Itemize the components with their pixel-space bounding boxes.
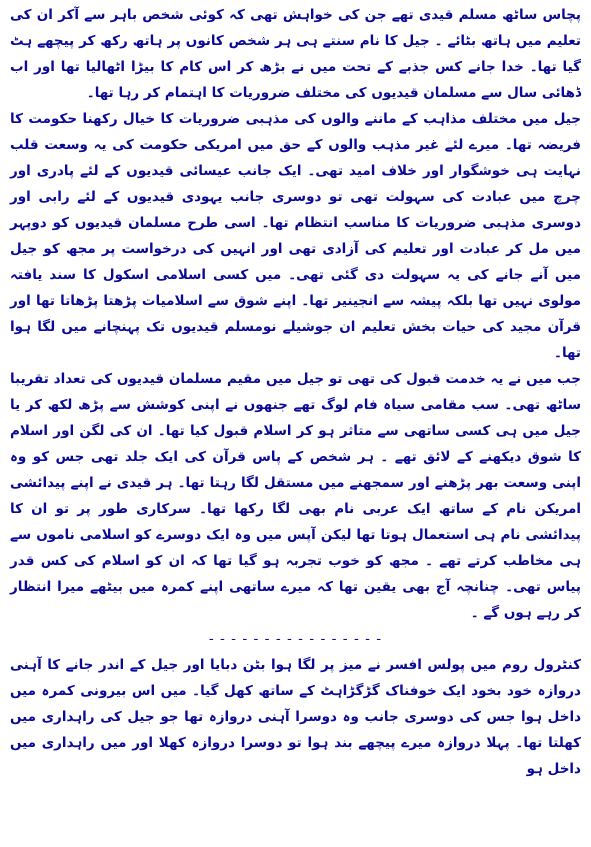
paragraph-religious-needs: جیل میں مختلف مذاہب کے ماننے والوں کی مذہبی ضروریات کا خیال رکھنا حکومت کا فریضہ تھا۔ میرے لئے غیر مذہب والوں کے حق میں امریکی حکومت کی یہ وسعت قلب نہایت ہی خوشگوار اور خلاف امید تھی۔ ایک جانب عیسائی قیدیوں کے لئے پادری اور چرچ میں عبادت کی سہولت تھی تو دوسری جانب یہودی قیدیوں کے لئے رابی اور دوسری مذہبی ضروریات کا مناسب انتظام تھا۔ اسی طرح مسلمان قیدیوں کو دوپہر میں مل کر عبادت اور تعلیم کی آزادی تھی اور انہیں کی درخواست پر مجھ کو جیل میں آنے جانے کی یہ سہولت دی گئی تھی۔ میں کسی اسلامی اسکول کا سند یافتہ مولوی نہیں تھا بلکہ پیشہ سے انجینیر تھا۔ اپنے شوق سے اسلامیات پڑھتا پڑھاتا تھا اور قرآن مجید کی حیات بخش تعلیم ان جوشیلے نومسلم قیدیوں تک پہنچانے میں لگا ہوا تھا۔ [10, 111, 581, 361]
paragraph-intro: پچاس ساٹھ مسلم قیدی تھے جن کی خواہش تھی کہ کوئی شخص باہر سے آکر ان کی تعلیم میں ہاتھ بٹائے ۔ جیل کا نام سنتے ہی ہر شخص کانوں پر ہاتھ رکھ کر پیچھے ہٹ گیا تھا۔ خدا جانے کس جذبے کے تحت میں نے بڑھ کر اس کام کا بیڑا اٹھالیا تھا اور اب ڈھائی سال سے مسلمان قیدیوں کی مختلف ضروریات کا اہتمام کر رہا تھا۔ [10, 7, 581, 101]
paragraph-control-room: کنٹرول روم میں پولس افسر نے میز پر لگا ہوا بٹن دبایا اور جیل کے اندر جانے کا آہنی دروازہ خود بخود ایک خوفناک گڑگڑاہٹ کے ساتھ کھل گیا۔ میں اس بیرونی کمرہ میں داخل ہوا جس کی دوسری جانب وہ دوسرا آہنی دروازہ تھا جو جیل کی راہداری میں کھلتا تھا۔ پہلا دروازہ میرے پیچھے بند ہوا تو دوسرا دروازہ کھلا اور میں راہداری میں داخل ہو [10, 657, 581, 777]
paragraph-prisoners: جب میں نے یہ خدمت قبول کی تھی تو جیل میں مقیم مسلمان قیدیوں کی تعداد تقریبا ساٹھ تھی۔ سب مقامی سیاہ فام لوگ تھے جنھوں نے اپنی کوشش سے پڑھ لکھ کر یا جیل میں ہی کسی ساتھی سے متاثر ہو کر اسلام قبول کیا تھا۔ ان کی لگن اور اسلام کا شوق دیکھنے کے لائق تھے ۔ ہر شخص کے پاس قرآن کی ایک جلد تھی جس کو وہ اپنی وسعت بھر پڑھنے اور سمجھنے میں مستقل لگا رہتا تھا۔ ہر قیدی نے اپنے پیدائشی امریکن نام کے ساتھ ایک عربی نام بھی لگا رکھا تھا۔ سرکاری طور پر تو ان کا پیدائشی نام ہی استعمال ہوتا تھا لیکن آپس میں وہ ایک دوسرے کو اسلامی ناموں سے ہی مخاطب کرتے تھے ۔ مجھ کو خوب تجربہ ہو گیا تھا کہ ان کو اسلام کی کس قدر پیاس تھی۔ چنانچہ آج بھی یقین تھا کہ میرے ساتھی اپنے کمرہ میں بیٹھے میرا انتظار کر رہے ہوں گے ۔ [10, 371, 581, 621]
section-separator: - - - - - - - - - - - - - - - - [208, 631, 383, 647]
